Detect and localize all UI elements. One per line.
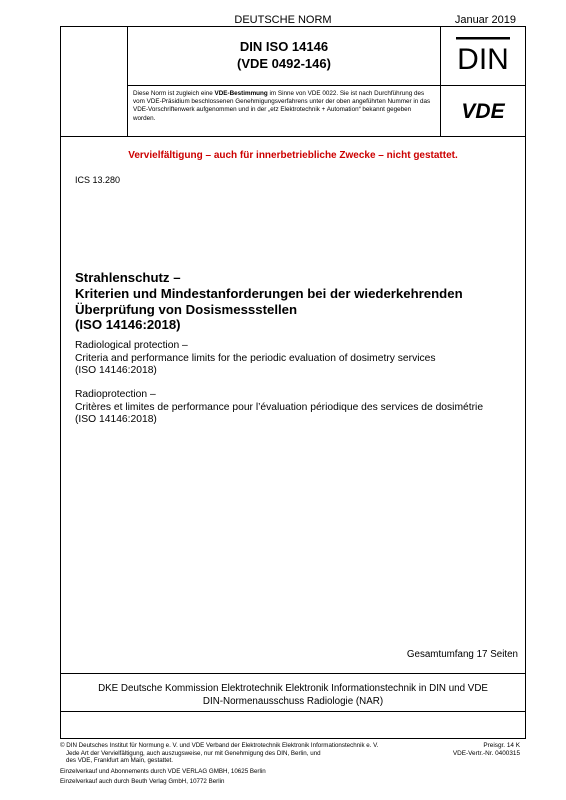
- norm-type: DEUTSCHE NORM: [234, 14, 332, 26]
- vde-note-suffix: im Sinne von VDE 0022. Sie ist nach Durchführung des vom VDE-Präsidium beschlossenen Genehmigungsverfahrens unter der oben angeführten Nummer in das VDE-Vorschriftenwerk aufgenommen und in der „etz Elektrotechnik + Automation“ bekannt gegeben worden.: [133, 90, 431, 122]
- copy-warning: Vervielfältigung – auch für innerbetriebliche Zwecke – nicht gestattet.: [128, 150, 458, 161]
- sales-info-1: Einzelverkauf und Abonnements durch VDE VERLAG GMBH, 10625 Berlin: [60, 768, 266, 775]
- german-title-line: Kriterien und Mindestanforderungen bei der wiederkehrenden: [75, 285, 463, 301]
- order-number: VDE-Vertr.-Nr. 0400315: [452, 749, 520, 757]
- english-title-line: (ISO 14146:2018): [75, 365, 157, 377]
- vde-note-prefix: Diese Norm ist zugleich eine: [133, 90, 215, 97]
- total-pages: Gesamtumfang 17 Seiten: [406, 649, 518, 660]
- copyright-line: Jede Art der Vervielfältigung, auch auszugsweise, nur mit Genehmigung des DIN, Berlin, und: [66, 749, 321, 757]
- header-title-divider: [128, 85, 440, 86]
- french-title-line: Radioprotection –: [75, 389, 156, 400]
- committee-top-divider: [60, 673, 526, 674]
- german-title-line: Strahlenschutz –: [75, 270, 181, 285]
- din-logo-icon: [455, 36, 511, 74]
- copyright-line: des VDE, Frankfurt am Main, gestattet.: [66, 757, 173, 765]
- english-title: [75, 340, 515, 378]
- header-divider: [60, 136, 526, 137]
- german-title-line: (ISO 14146:2018): [75, 317, 181, 333]
- header-logo-divider: [440, 85, 526, 86]
- vde-regulation-note: [133, 90, 435, 123]
- copyright-notice: [60, 742, 440, 765]
- copyright-line: © DIN Deutsches Institut für Normung e. V. und VDE Verband der Elektrotechnik Elektronik Informationstechnik e. V.: [60, 742, 379, 749]
- ics-code: ICS 13.280: [75, 175, 121, 185]
- price-group: Preisgr. 14 K: [483, 742, 520, 749]
- publication-date: Januar 2019: [454, 14, 516, 26]
- english-title-line: Radiological protection –: [75, 340, 188, 351]
- german-title: [75, 270, 515, 333]
- committee-line-1: DKE Deutsche Kommission Elektrotechnik Elektronik Informationstechnik in DIN und VDE: [98, 683, 488, 694]
- german-title-line: Überprüfung von Dosismessstellen: [75, 301, 298, 317]
- sales-info-2: Einzelverkauf auch durch Beuth Verlag GmbH, 10772 Berlin: [60, 778, 225, 785]
- header-left-cell: [60, 26, 128, 136]
- vde-logo-text: VDE: [461, 100, 505, 122]
- vde-number: (VDE 0492-146): [237, 56, 331, 71]
- english-title-line: Criteria and performance limits for the periodic evaluation of dosimetry services: [75, 352, 436, 364]
- standard-number: DIN ISO 14146: [239, 39, 329, 54]
- french-title-line: (ISO 14146:2018): [75, 414, 157, 426]
- price-info: [453, 742, 520, 757]
- vde-note-bold: VDE-Bestimmung: [214, 90, 268, 97]
- french-title: [75, 389, 515, 427]
- committee-line-2: DIN-Normenausschuss Radiologie (NAR): [202, 696, 384, 707]
- french-title-line: Critères et limites de performance pour l’évaluation périodique des services de dosimétrie: [75, 401, 484, 413]
- committee-bottom-divider: [60, 711, 526, 712]
- din-logo-text: DIN: [457, 43, 509, 74]
- vde-logo-icon: [452, 98, 514, 122]
